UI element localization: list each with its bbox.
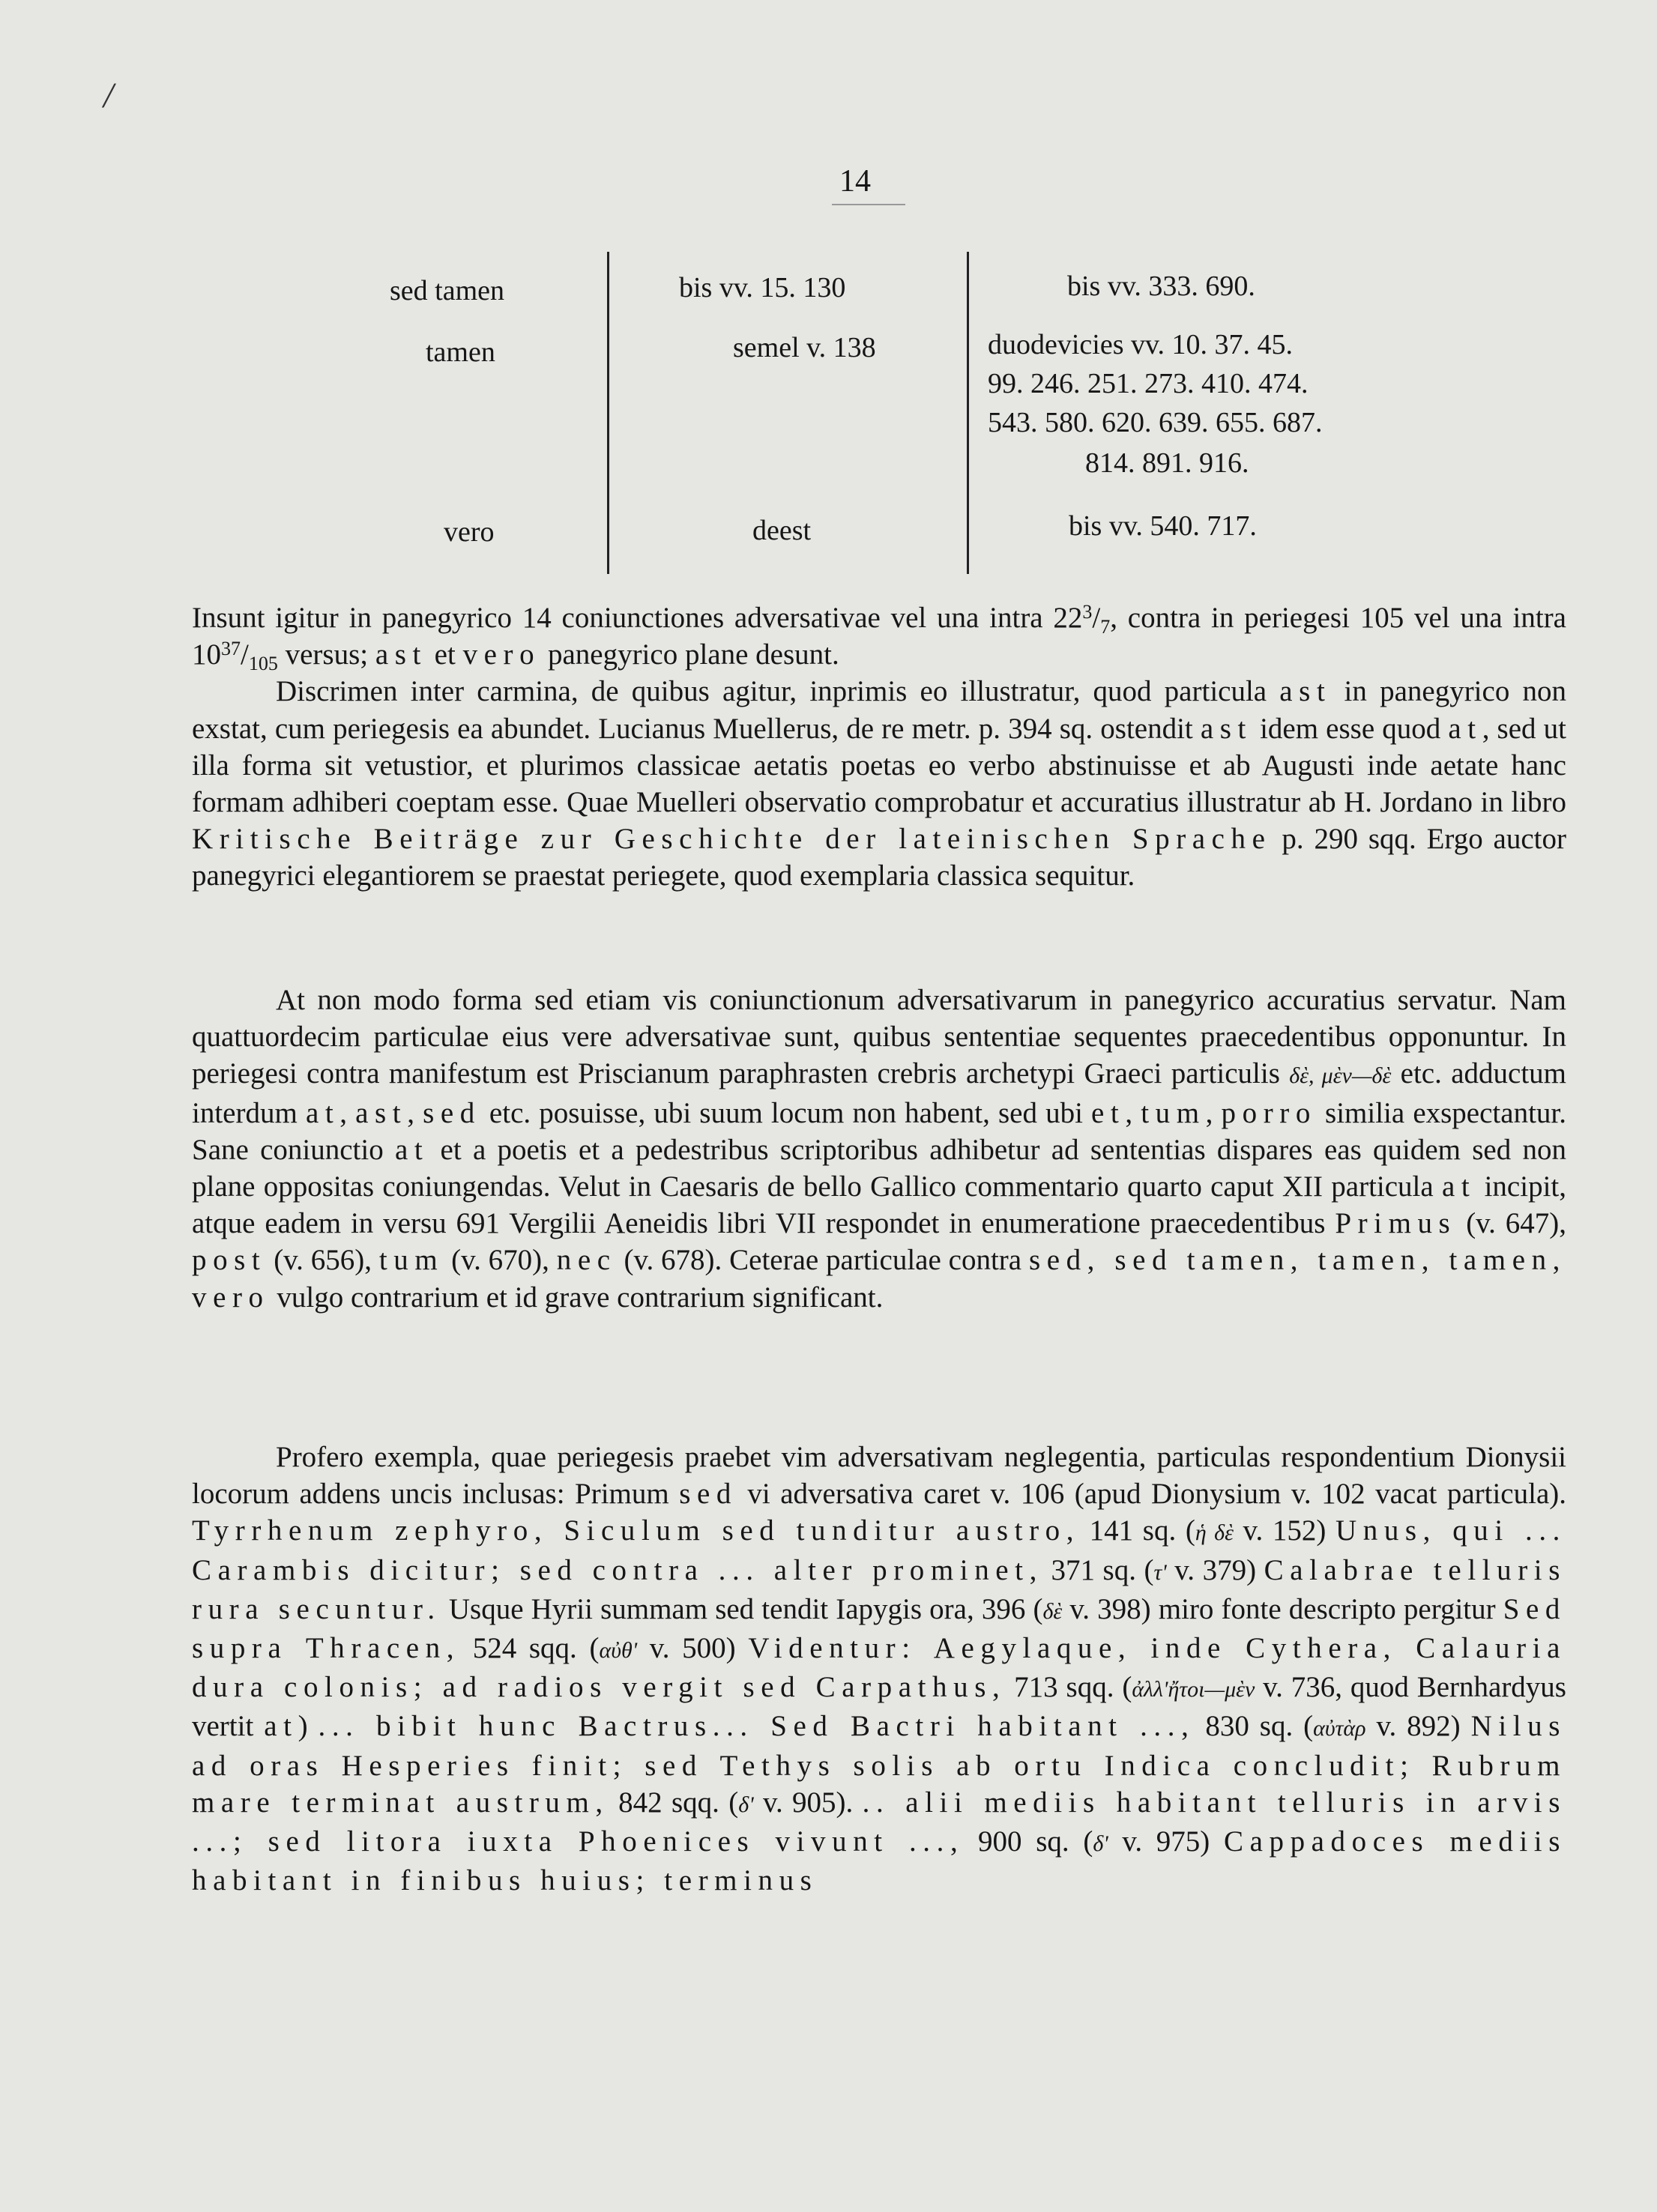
table-row-1-periegesis: bis vv. 333. 690.	[1067, 271, 1255, 302]
table-row-2-particle: tamen	[426, 336, 495, 368]
table-row-2-periegesis-line-1: duodevicies vv. 10. 37. 45.	[988, 329, 1294, 360]
table-row-3-periegesis: bis vv. 540. 717.	[1069, 510, 1257, 542]
margin-pencil-mark: /	[103, 76, 114, 115]
table-row-1-panegyric: bis vv. 15. 130	[679, 272, 846, 303]
paragraph-vis-coniunctionum: At non modo forma sed etiam vis coniunctionum adversativarum in panegyrico accuratius servatur. Nam quattuordecim particulae eius vere adversativae sunt, quibus sententiae sequentes praecedentibus opponuntur. In periegesi contra manifestum est Priscianum paraphrasten crebris archetypi Graeci particulis δὲ, μὲν—δὲ etc. adductum interdum at, ast, sed etc. posuisse, ubi suum locum non habent, sed ubi et, tum, porro similia exspectantur. Sane coniunctio at et a poetis et a pedestribus scriptoribus adhibetur ad sententias dispares eas quidem sed non plane oppositas coniungendas. Velut in Caesaris de bello Gallico commentario quarto caput XII particula at incipit, atque eadem in versu 691 Vergilii Aeneidis libri VII respondet in enumeratione praecedentibus Primus (v. 647), post (v. 656), tum (v. 670), nec (v. 678). Ceterae particulae contra sed, sed tamen, tamen, tamen, vero vulgo contrarium et id grave contrarium significant.	[192, 984, 1567, 1314]
table-divider-right	[967, 252, 969, 574]
table-row-3-panegyric: deest	[752, 515, 812, 546]
page-number-underline	[832, 204, 905, 205]
table-row-2-periegesis-line-3: 543. 580. 620. 639. 655. 687.	[988, 407, 1323, 438]
table-row-3-particle: vero	[444, 516, 495, 548]
table-row-1-particle: sed tamen	[390, 275, 505, 306]
paragraph-exempla: Profero exempla, quae periegesis praebet vim adversativam neglegentia, particulas respondentium Dionysii locorum addens uncis inclusas: Primum sed vi adversativa caret v. 106 (apud Dionysium v. 102 vacat particula). Tyrrhenum zephyro, Siculum sed tunditur austro, 141 sq. (ἡ δὲ v. 152) Unus, qui ... Carambis dicitur; sed contra ... alter prominet, 371 sq. (τ' v. 379) Calabrae telluris rura secuntur. Usque Hyrii summam sed tendit Iapygis ora, 396 (δὲ v. 398) miro fonte descripto pergitur Sed supra Thracen, 524 sqq. (αὐθ' v. 500) Videntur: Aegylaque, inde Cythera, Calauria dura colonis; ad radios vergit sed Carpathus, 713 sqq. (ἀλλ'ἤτοι—μὲν v. 736, quod Bernhardyus vertit at) ... bibit hunc Bactrus... Sed Bactri habitant ..., 830 sq. (αὐτὰρ v. 892) Nilus ad oras Hesperies finit; sed Tethys solis ab ortu Indica concludit; Rubrum mare terminat austrum, 842 sqq. (δ' v. 905). .. alii mediis habitant telluris in arvis ...; sed litora iuxta Phoenices vivunt ..., 900 sq. (δ' v. 975) Cappadoces mediis habitant in finibus huius; terminus	[192, 1441, 1567, 1897]
paragraph-discrimen: Discrimen inter carmina, de quibus agitur, inprimis eo illustratur, quod particula ast in panegyrico non exstat, cum periegesis ea abundet. Lucianus Muellerus, de re metr. p. 394 sq. ostendit ast idem esse quod at, sed ut illa forma sit vetustior, et plurimos classicae aetatis poetas eo verbo abstinuisse et ab Augusti inde aetate hanc formam adhiberi coeptam esse. Quae Muelleri observatio comprobatur et accuratius illustratur ab H. Jordano in libro Kritische Beiträge zur Geschichte der lateinischen Sprache p. 290 sqq. Ergo auctor panegyrici elegantiorem se praestat periegete, quod exemplaria classica sequitur.	[192, 675, 1567, 892]
table-row-2-panegyric: semel v. 138	[733, 332, 876, 363]
table-row-2-periegesis-line-2: 99. 246. 251. 273. 410. 474.	[988, 368, 1309, 399]
paragraph-summary: Insunt igitur in panegyrico 14 coniunctiones adversativae vel una intra $22^3/_7$, contra in periegesi 105 vel una intra $10^{37}/_{105}$ versus; ast et vero panegyrico plane desunt. Discrimen inter carmina, de quibus agitur, inprimis eo illustratur, quod particula ast in panegyrico non exstat, cum periegesis ea abundet. Lucianus Muellerus, de re metr. p. 394 sq. ostendit ast idem esse quod at, sed ut illa forma sit vetustior, et plurimos classicae aetatis poetas eo verbo abstinuisse et ab Augusti inde aetate hanc formam adhiberi coeptam esse. Quae Muelleri observatio comprobatur et accuratius illustratur ab H. Jordano in libro Kritische Beiträge zur Geschichte der lateinischen Sprache p. 290 sqq. Ergo auctor panegyrici elegantiorem se praestat periegete, quod exemplaria classica sequitur.	[192, 599, 1566, 895]
table-divider-left	[607, 252, 609, 574]
table-row-2-periegesis-line-4: 814. 891. 916.	[1085, 447, 1249, 479]
page-number: 14	[839, 164, 871, 199]
